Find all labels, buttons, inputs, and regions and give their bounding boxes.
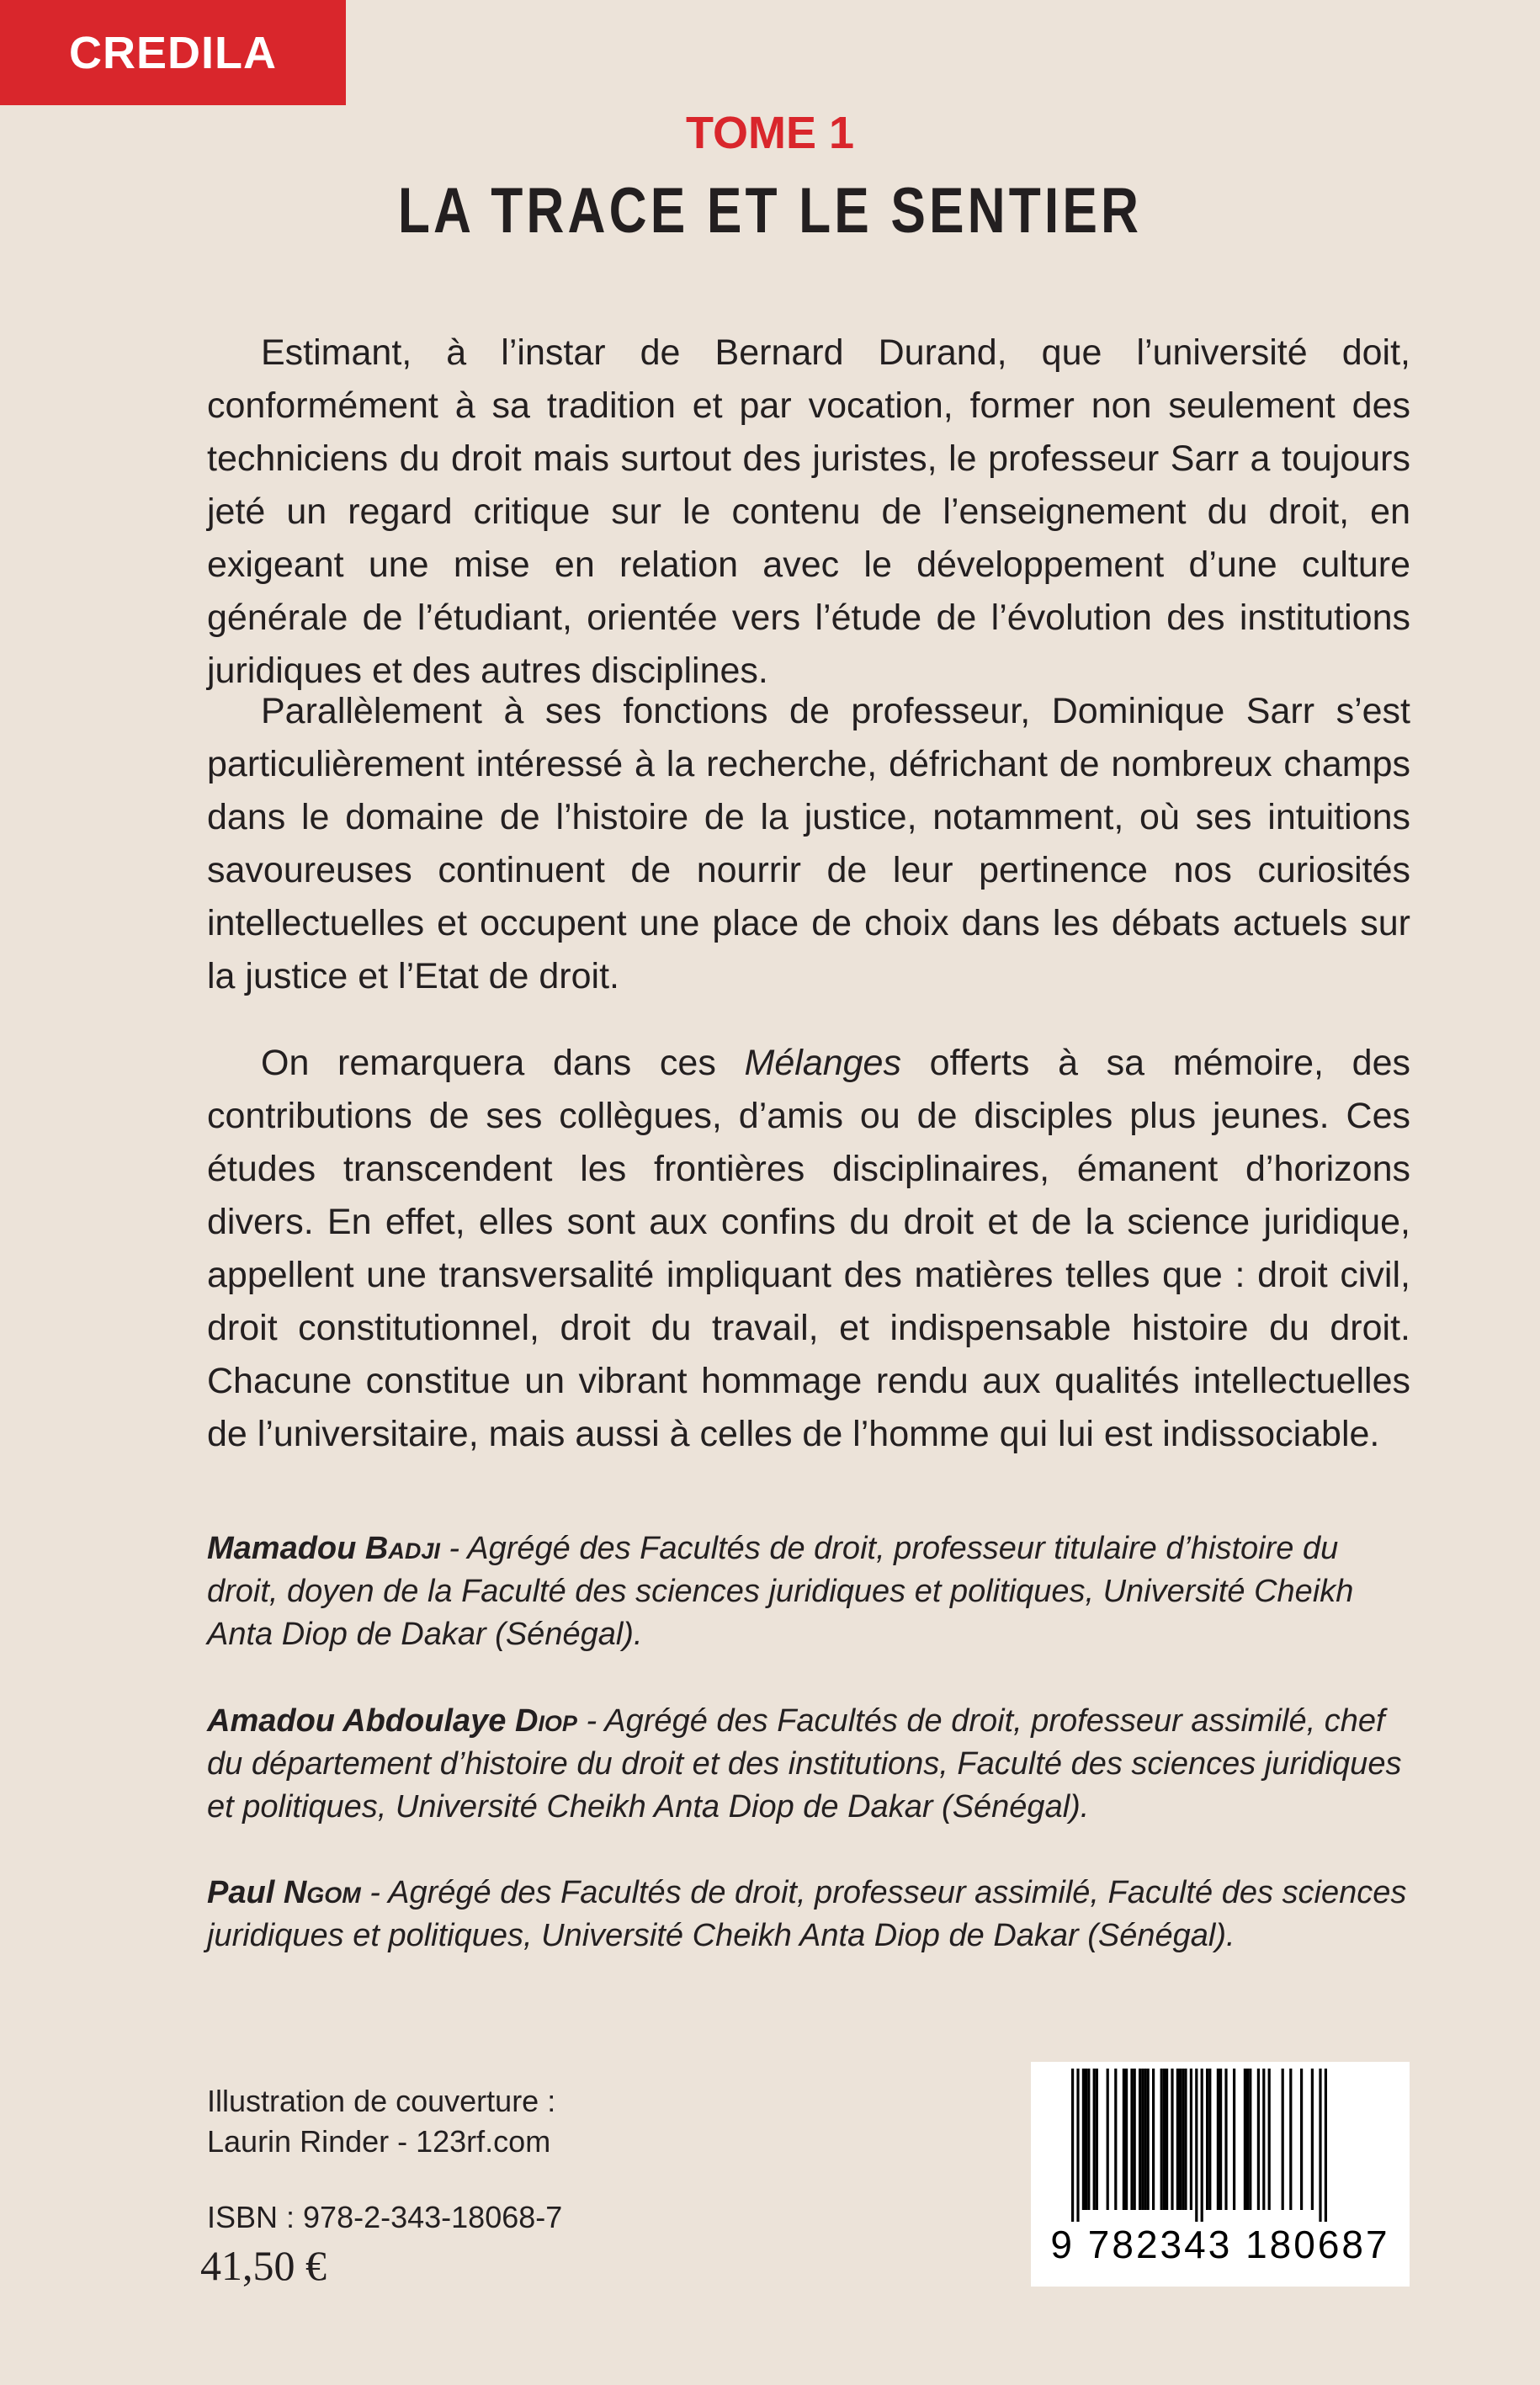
barcode-bar xyxy=(1282,2069,1284,2210)
illustration-credit xyxy=(207,2081,555,2162)
barcode-bar xyxy=(1208,2069,1211,2210)
barcode-bar xyxy=(1233,2069,1235,2210)
barcode-bar xyxy=(1201,2069,1203,2222)
barcode-bar xyxy=(1144,2069,1146,2210)
barcode-bar xyxy=(1134,2069,1136,2210)
barcode-bar xyxy=(1123,2069,1125,2210)
author-first-name: Amadou Abdoulaye xyxy=(207,1703,515,1739)
author-first-name: Paul xyxy=(207,1875,284,1910)
author-surname: Diop xyxy=(514,1703,577,1739)
barcode-bar xyxy=(1160,2069,1163,2210)
barcode-bar xyxy=(1176,2069,1179,2210)
author-bio: - Agrégé des Facultés de droit, professeur assimilé, chef du département d’histoire du droit et des institutions, Faculté des sciences juridiques et politiques, Université Cheikh Anta Diop de Dakar (Sénégal). xyxy=(207,1703,1402,1825)
barcode-bar xyxy=(1325,2069,1327,2222)
paragraph-italic-title: Mélanges xyxy=(744,1043,901,1083)
illustration-credit-line-2: Laurin Rinder - 123rf.com xyxy=(207,2124,551,2159)
barcode-bar xyxy=(1219,2069,1222,2210)
blurb-paragraph-3 xyxy=(207,1037,1410,1461)
barcode-bar xyxy=(1085,2069,1087,2210)
author-bio: - Agrégé des Facultés de droit, professeur assimilé, Faculté des sciences juridiques et politiques, Université Cheikh Anta Diop de Dakar (Sénégal). xyxy=(207,1875,1407,1953)
barcode-bar xyxy=(1125,2069,1128,2210)
tome-label: TOME 1 xyxy=(685,108,855,158)
author-entry-3 xyxy=(207,1872,1410,1957)
barcode-bars xyxy=(1031,2062,1410,2222)
barcode-bar xyxy=(1311,2069,1314,2210)
barcode-bar xyxy=(1300,2069,1303,2210)
barcode-digits: 9 782343 180687 xyxy=(1050,2223,1390,2266)
barcode-bar xyxy=(1319,2069,1321,2222)
barcode-bar xyxy=(1171,2069,1173,2210)
barcode-bar xyxy=(1139,2069,1141,2210)
barcode-bar xyxy=(1244,2069,1246,2210)
barcode-bar xyxy=(1206,2069,1208,2210)
barcode-bar xyxy=(1152,2069,1155,2210)
barcode-bar xyxy=(1163,2069,1166,2210)
author-surname: Ngom xyxy=(283,1875,361,1910)
barcode-bar xyxy=(1093,2069,1096,2210)
barcode-bar xyxy=(1141,2069,1144,2210)
barcode-bar xyxy=(1076,2069,1079,2222)
book-title: LA TRACE ET LE SENTIER xyxy=(397,175,1143,247)
barcode-bar xyxy=(1262,2069,1265,2210)
illustration-credit-line-1: Illustration de couverture : xyxy=(207,2084,556,2118)
barcode-bar xyxy=(1268,2069,1271,2210)
paragraph-text: Estimant, à l’instar de Bernard Durand, que l’université doit, conformément à sa tradition et par vocation, former non seulement des techniciens du droit mais surtout des juristes, le professeur Sarr a toujours jeté un regard critique sur le contenu de l’enseignement du droit, en exigeant une mise en relation avec le développement d’une culture générale de l’étudiant, orientée vers l’étude de l’évolution des institutions juridiques et des autres disciplines. xyxy=(207,332,1410,691)
isbn: ISBN : 978-2-343-18068-7 xyxy=(207,2200,563,2234)
blurb-paragraph-1 xyxy=(207,327,1410,698)
blurb-paragraph-2 xyxy=(207,685,1410,1003)
barcode-bar xyxy=(1130,2069,1133,2210)
publisher-logo: CREDILA xyxy=(0,0,346,105)
author-bio: - Agrégé des Facultés de droit, professeur titulaire d’histoire du droit, doyen de la Faculté des sciences juridiques et politiques, Université Cheikh Anta Diop de Dakar (Sénégal). xyxy=(207,1531,1354,1652)
barcode-bar xyxy=(1071,2069,1074,2222)
author-entry-2 xyxy=(207,1700,1410,1829)
barcode-bar xyxy=(1179,2069,1182,2210)
price: 41,50 € xyxy=(200,2242,327,2289)
barcode-bar xyxy=(1082,2069,1085,2210)
barcode-bar xyxy=(1257,2069,1260,2210)
paragraph-text: Parallèlement à ses fonctions de professeur, Dominique Sarr s’est particulièrement intéressé à la recherche, défrichant de nombreux champs dans le domaine de l’histoire de la justice, notamment, où ses intuitions savoureuses continuent de nourrir de leur pertinence nos curiosités intellectuelles et occupent une place de choix dans les débats actuels sur la justice et l’Etat de droit. xyxy=(207,691,1410,996)
barcode-bar xyxy=(1224,2069,1227,2210)
barcode-bar xyxy=(1289,2069,1292,2210)
barcode-bar xyxy=(1114,2069,1117,2210)
paragraph-text xyxy=(207,1037,1410,1461)
paragraph-text-start: On remarquera dans ces xyxy=(261,1043,745,1083)
barcode-bar xyxy=(1096,2069,1098,2210)
barcode-bar xyxy=(1249,2069,1251,2210)
author-surname: Badji xyxy=(364,1531,440,1566)
barcode-bar xyxy=(1246,2069,1249,2210)
barcode-bar xyxy=(1107,2069,1109,2210)
author-entry-1 xyxy=(207,1527,1410,1656)
paragraph-text-end: offerts à sa mémoire, des contributions de ses collègues, d’amis ou de disciples plus jeunes. Ces études transcendent les frontières disciplinaires, émanent d’horizons divers. En effet, elles sont aux confins du droit et de la science juridique, appellent une transversalité impliquant des matières telles que : droit civil, droit constitutionnel, droit du travail, et indispensable histoire du droit. Chacune constitue un vibrant hommage rendu aux qualités intellectuelles de l’universitaire, mais aussi à celles de l’homme qui lui est indissociable. xyxy=(207,1043,1410,1454)
barcode-bar xyxy=(1217,2069,1219,2210)
barcode-bar xyxy=(1195,2069,1197,2222)
barcode-bar xyxy=(1087,2069,1090,2210)
author-first-name: Mamadou xyxy=(207,1531,365,1566)
barcode-bar xyxy=(1190,2069,1192,2210)
barcode xyxy=(1031,2062,1410,2287)
barcode-bar xyxy=(1147,2069,1150,2210)
barcode-bar xyxy=(1182,2069,1184,2210)
barcode-bar xyxy=(1166,2069,1168,2210)
barcode-bar xyxy=(1184,2069,1187,2210)
